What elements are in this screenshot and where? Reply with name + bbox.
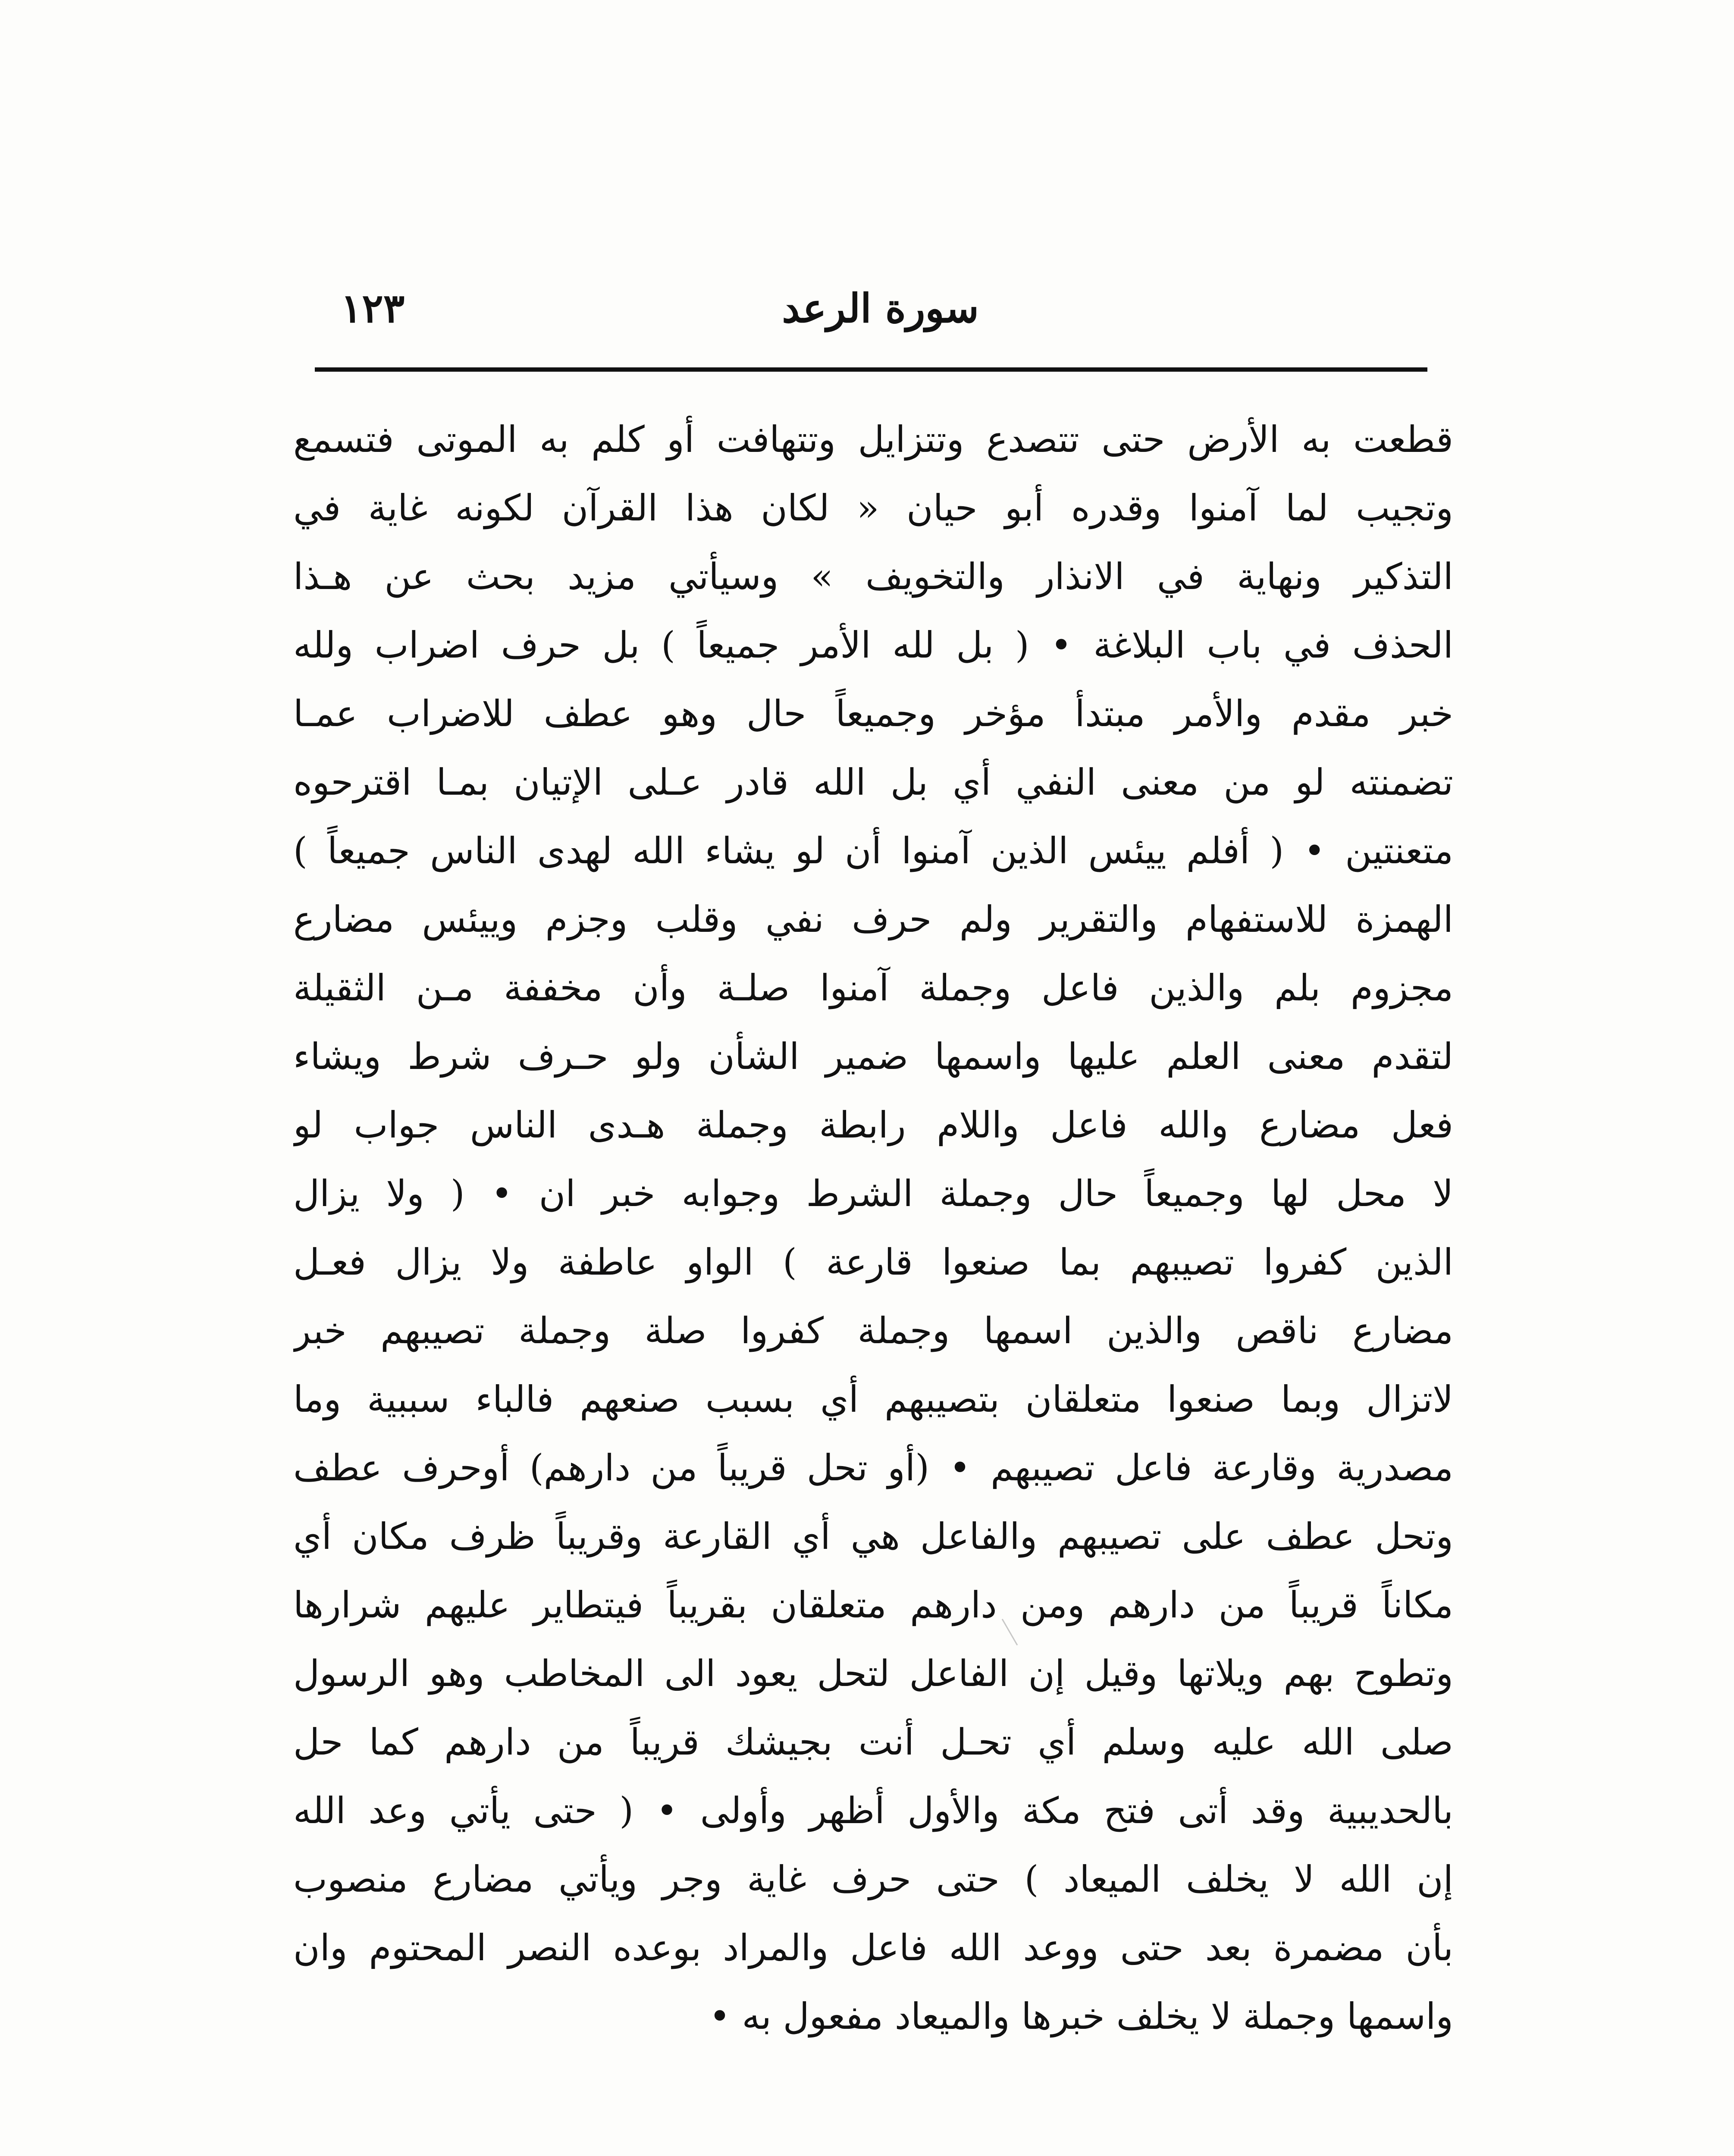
text-line: إن الله لا يخلف الميعاد ) حتى حرف غاية وجر ويأتي مضارع منصوب xyxy=(293,1858,1453,1900)
running-head xyxy=(315,276,1427,341)
text-line: متعنتين • ( أفلم ييئس الذين آمنوا أن لو يشاء الله لهدى الناس جميعاً ) xyxy=(293,830,1453,872)
text-line: وتجيب لما آمنوا وقدره أبو حيان « لكان هذا القرآن لكونه غاية في xyxy=(293,487,1453,529)
page-number: ١٢٣ xyxy=(341,285,405,332)
text-line: وتحل عطف على تصيبهم والفاعل هي أي القارعة وقريباً ظرف مكان أي xyxy=(293,1515,1453,1557)
text-line: التذكير ونهاية في الانذار والتخويف » وسيأتي مزيد بحث عن هـذا xyxy=(293,555,1453,598)
text-line: خبر مقدم والأمر مبتدأ مؤخر وجميعاً حال وهو عطف للاضراب عمـا xyxy=(293,693,1453,735)
header-rule xyxy=(315,367,1427,372)
text-line: قطعت به الأرض حتى تتصدع وتتزايل وتتهافت أو كلم به الموتى فتسمع xyxy=(293,418,1453,461)
text-line: وتطوح بهم ويلاتها وقيل إن الفاعل لتحل يعود الى المخاطب وهو الرسول xyxy=(293,1652,1453,1695)
text-line: مجزوم بلم والذين فاعل وجملة آمنوا صلـة وأن مخففة مـن الثقيلة xyxy=(293,967,1453,1009)
text-line: صلى الله عليه وسلم أي تحـل أنت بجيشك قريباً من دارهم كما حل xyxy=(293,1721,1453,1763)
text-line: لاتزال وبما صنعوا متعلقان بتصيبهم أي بسبب صنعهم فالباء سببية وما xyxy=(293,1378,1453,1420)
text-line: لتقدم معنى العلم عليها واسمها ضمير الشأن ولو حـرف شرط ويشاء xyxy=(293,1035,1453,1078)
chapter-title: سورة الرعد xyxy=(782,285,979,332)
text-line: تضمنته لو من معنى النفي أي بل الله قادر عـلى الإتيان بمـا اقترحوه xyxy=(293,761,1453,803)
text-line: بأن مضمرة بعد حتى ووعد الله فاعل والمراد بوعده النصر المحتوم وان xyxy=(293,1927,1453,1969)
text-line: الهمزة للاستفهام والتقرير ولم حرف نفي وقلب وجزم وييئس مضارع xyxy=(293,898,1453,940)
text-line: الذين كفروا تصيبهم بما صنعوا قارعة ) الواو عاطفة ولا يزال فعـل xyxy=(293,1241,1453,1283)
text-line: مصدرية وقارعة فاعل تصيبهم • (أو تحل قريباً من دارهم) أوحرف عطف xyxy=(293,1447,1453,1489)
text-line: الحذف في باب البلاغة • ( بل لله الأمر جميعاً ) بل حرف اضراب ولله xyxy=(293,624,1453,666)
text-line: مكاناً قريباً من دارهم ومن دارهم متعلقان بقريباً فيتطاير عليهم شرارها xyxy=(293,1584,1453,1626)
text-line-last: واسمها وجملة لا يخلف خبرها والميعاد مفعول به • xyxy=(709,1995,1453,2037)
text-line: لا محل لها وجميعاً حال وجملة الشرط وجوابه خبر ان • ( ولا يزال xyxy=(293,1172,1453,1215)
body-text xyxy=(293,405,1453,2051)
text-line: مضارع ناقص والذين اسمها وجملة كفروا صلة وجملة تصيبهم خبر xyxy=(293,1310,1453,1352)
text-line: فعل مضارع والله فاعل واللام رابطة وجملة هـدى الناس جواب لو xyxy=(293,1104,1453,1146)
text-line: بالحديبية وقد أتى فتح مكة والأول أظهر وأولى • ( حتى يأتي وعد الله xyxy=(293,1789,1453,1832)
